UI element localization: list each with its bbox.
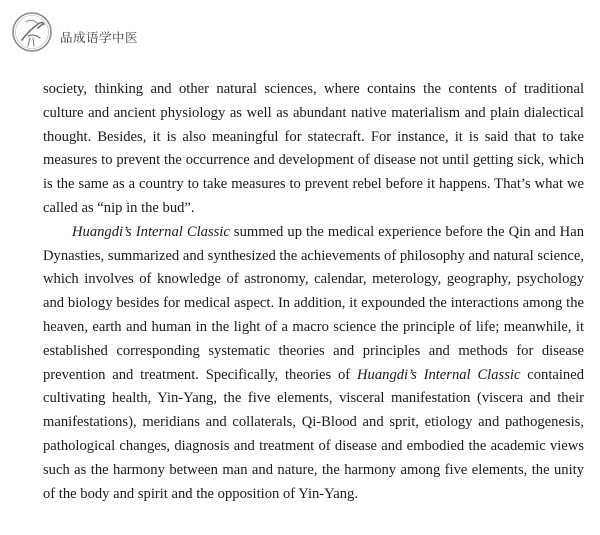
book-title: Huangdi’s Internal Classic xyxy=(72,223,230,240)
crane-seal-logo xyxy=(8,10,60,54)
header-title: 品成语学中医 xyxy=(60,30,139,45)
paragraph-continued xyxy=(43,78,584,221)
document-body xyxy=(43,78,584,506)
paragraph-text: contained cultivating health, Yin-Yang, the five elements, visceral manifestation (viscera and their manifestations), meridians and collaterals, Qi-Blood and sprit, etiology and pathogenesis, pathological changes, diagnosis and treatment of disease and embodied the academic views such as the harmony between man and nature, the harmony among five elements, the unity of the body and spirit and the opposition of Yin-Yang. xyxy=(43,366,584,502)
paragraph-text: society, thinking and other natural sciences, where contains the contents of traditional culture and ancient physiology as well as abundant native materialism and plain dialectical thought. Besides, it is also meaningful for statecraft. For instance, it is said that to take measures to prevent the occurrence and development of disease not until getting sick, which is the same as a country to take measures to prevent rebel before it happens. That’s what we called as “nip in the bud”. xyxy=(43,81,584,216)
paragraph-text: summed up the medical experience before the Qin and Han Dynasties, summarized and synthesized the achievements of philosophy and natural science, which involves of knowledge of astronomy, calendar, meterology, geography, psychology and biology besides for medical aspect. In addition, it expounded the interactions among the heaven, earth and human in the light of a macro science the principle of life; meanwhile, it established corresponding systematic theories and principles and methods for disease prevention and treatment. Specifically, theories of xyxy=(43,223,584,383)
paragraph-huangdi xyxy=(43,221,584,507)
book-title: Huangdi’s Internal Classic xyxy=(357,366,521,383)
page-header xyxy=(8,8,138,56)
